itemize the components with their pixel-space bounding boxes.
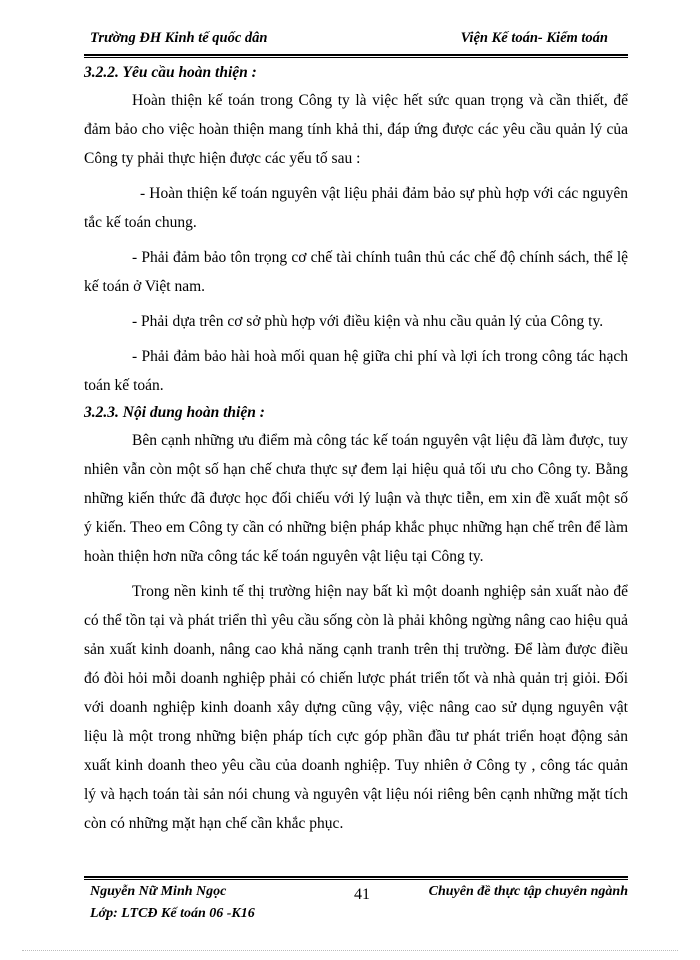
footer-rule-thin — [84, 879, 628, 880]
page-header — [84, 30, 628, 54]
footer-report-title: Chuyên đề thực tập chuyên ngành — [428, 884, 628, 899]
section-323-paragraph-1: Bên cạnh những ưu điểm mà công tác kế toán nguyên vật liệu đã làm được, tuy nhiên vẫn còn một số hạn chế chưa thực sự đem lại hiệu quả tối ưu cho Công ty. Bằng những kiến thức đã được học đối chiếu với lý luận và thực tiễn, em xin đề xuất một số ý kiến. Theo em Công ty cần có những biện pháp khắc phục những hạn chế trên để làm hoàn thiện hơn nữa công tác kế toán nguyên vật liệu tại Công ty. — [84, 432, 628, 565]
section-heading-322: 3.2.2. Yêu cầu hoàn thiện : — [84, 64, 257, 81]
page-edge-divider — [22, 950, 678, 951]
page-number: 41 — [354, 886, 370, 903]
document-body — [84, 60, 628, 838]
header-rule — [84, 54, 628, 56]
header-rule-thin — [84, 57, 628, 58]
requirement-item: - Phải đảm bảo hài hoà mối quan hệ giữa chi phí và lợi ích trong công tác hạch toán kế toán. — [84, 348, 628, 394]
requirement-item: - Phải đảm bảo tôn trọng cơ chế tài chính tuân thủ các chế độ chính sách, thể lệ kế toán ở Việt nam. — [84, 249, 628, 295]
section-322-intro: Hoàn thiện kế toán trong Công ty là việc hết sức quan trọng và cần thiết, để đảm bảo cho việc hoàn thiện mang tính khả thi, đáp ứng được các yêu cầu quản lý của Công ty phải thực hiện được các yếu tố sau : — [84, 92, 628, 167]
header-university: Trường ĐH Kinh tế quốc dân — [90, 30, 268, 46]
footer-author: Nguyễn Nữ Minh Ngọc — [90, 884, 227, 899]
requirement-item: - Hoàn thiện kế toán nguyên vật liệu phải đảm bảo sự phù hợp với các nguyên tắc kế toán chung. — [84, 185, 628, 231]
footer-rule — [84, 876, 628, 878]
requirement-item: - Phải dựa trên cơ sở phù hợp với điều kiện và nhu cầu quản lý của Công ty. — [132, 313, 604, 330]
page-footer — [84, 884, 628, 930]
section-323-paragraph-2: Trong nền kinh tế thị trường hiện nay bất kì một doanh nghiệp sản xuất nào để có thể tồn tại và phát triển thì yêu cầu sống còn là phải không ngừng nâng cao hiệu quả sản xuất kinh doanh, nâng cao khả năng cạnh tranh trên thị trường. Để làm được điều đó đòi hỏi mỗi doanh nghiệp phải có chiến lược phát triển tốt và nhà quản trị giỏi. Đối với doanh nghiệp kinh doanh xây dựng cũng vậy, việc nâng cao sử dụng nguyên vật liệu là một trong những biện pháp tích cực góp phần đầu tư phát triển hoạt động sản xuất kinh doanh theo yêu cầu của doanh nghiệp. Tuy nhiên ở Công ty , công tác quản lý và hạch toán tài sản nói chung và nguyên vật liệu nói riêng bên cạnh những mặt tích còn có những mặt hạn chế cần khắc phục. — [84, 583, 628, 832]
footer-class: Lớp: LTCĐ Kế toán 06 -K16 — [90, 906, 255, 921]
section-heading-323: 3.2.3. Nội dung hoàn thiện : — [84, 404, 265, 421]
header-institute: Viện Kế toán- Kiểm toán — [460, 30, 608, 46]
